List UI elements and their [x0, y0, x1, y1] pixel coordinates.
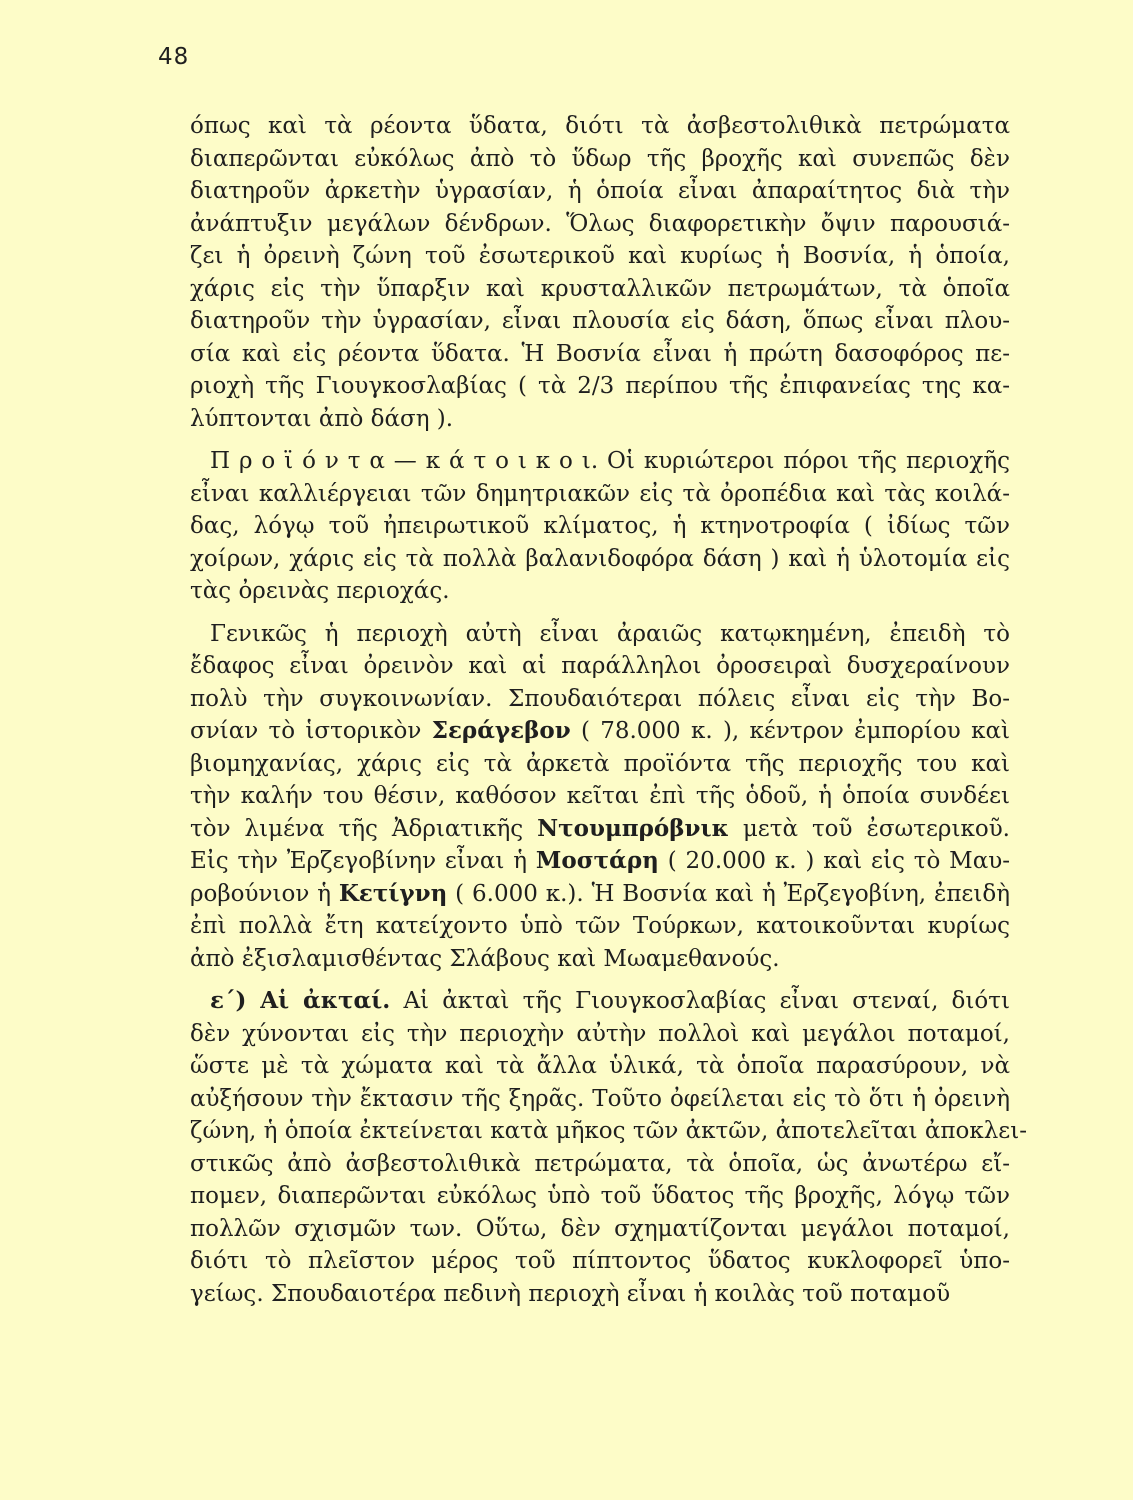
text-run: ἀπὸ ἐξισλαμισθέντας Σλάβους καὶ Μωαμεθανούς.: [190, 945, 780, 972]
text-line: [190, 445, 1010, 478]
text-run: γείως. Σπουδαιοτέρα πεδινὴ περιοχὴ εἶναι ἡ κοιλὰς τοῦ ποταμοῦ: [190, 1280, 951, 1307]
text-line: [190, 143, 1010, 176]
text-run: ὥστε μὲ τὰ χώματα καὶ τὰ ἄλλα ὑλικά, τὰ ὁποῖα παρασύρουν, νὰ: [190, 1053, 1010, 1079]
text-run: σία καὶ εἰς ρέοντα ὕδατα. Ἡ Βοσνία εἶναι ἡ πρώτη δασοφόρος πε-: [190, 340, 1010, 367]
paragraph: [190, 110, 1010, 435]
bold-term: Ντουμπρόβνικ: [537, 814, 729, 842]
paragraph: [190, 618, 1010, 976]
text-run: χάρις εἰς τὴν ὕπαρξιν καὶ κρυσταλλικῶν πετρωμάτων, τὰ ὁποῖα: [190, 275, 1010, 302]
text-line: [190, 273, 1010, 306]
text-line: [190, 813, 1010, 846]
text-run: διατηροῦν τὴν ὑγρασίαν, εἶναι πλουσία εἰς δάση, ὅπως εἶναι πλου-: [190, 308, 1010, 334]
text-run: Εἰς τὴν Ἐρζεγοβίνην εἶναι ἡ: [190, 848, 536, 874]
text-run: ριοχὴ τῆς Γιουγκοσλαβίας ( τὰ 2/3 περίπου τῆς ἐπιφανείας της κα-: [190, 373, 1010, 399]
text-line: [190, 478, 1010, 511]
text-line: [190, 1213, 1010, 1246]
bold-term: Σεράγεβον: [431, 717, 571, 744]
text-run: δας, λόγῳ τοῦ ἠπειρωτικοῦ κλίματος, ἡ κτηνοτροφία ( ἰδίως τῶν: [190, 513, 1010, 539]
text-line: [190, 618, 1010, 651]
text-run: εἶναι καλλιέργειαι τῶν δημητριακῶν εἰς τὰ ὀροπέδια καὶ τὰς κοιλά-: [190, 480, 1010, 507]
text-line: [190, 175, 1010, 208]
text-run: ζώνη, ἡ ὁποία ἐκτείνεται κατὰ μῆκος τῶν ἀκτῶν, ἀποτελεῖται ἀποκλει-: [190, 1118, 1027, 1144]
text-run: όπως καὶ τὰ ρέοντα ὕδατα, διότι τὰ ἀσβεστολιθικὰ πετρώματα: [190, 113, 1010, 139]
text-line: [190, 305, 1010, 338]
text-line: [190, 780, 1010, 813]
text-line: [190, 683, 1010, 716]
text-line: [190, 1180, 1010, 1213]
text-line: [190, 403, 1010, 436]
text-run: διατηροῦν ἀρκετὴν ὑγρασίαν, ἡ ὁποία εἶναι ἀπαραίτητος διὰ τὴν: [190, 178, 1010, 204]
text-line: [190, 748, 1010, 781]
text-line: [190, 575, 1010, 608]
text-line: [190, 1083, 1010, 1116]
text-line: [190, 240, 1010, 273]
text-run: ἐπὶ πολλὰ ἔτη κατείχοντο ὑπὸ τῶν Τούρκων, κατοικοῦνται κυρίως: [190, 913, 1010, 939]
text-line: [190, 1148, 1010, 1181]
page-number: 48: [158, 44, 190, 70]
text-run: ἀνάπτυξιν μεγάλων δένδρων. Ὅλως διαφορετικὴν ὄψιν παρουσιά-: [190, 210, 1010, 237]
text-line: [190, 1278, 1010, 1311]
paragraph: [190, 445, 1010, 608]
text-run: Γενικῶς ἡ περιοχὴ αὐτὴ εἶναι ἀραιῶς κατῳκημένη, ἐπειδὴ τὸ: [210, 620, 1010, 647]
text-run: σνίαν τὸ ἱστορικὸν: [190, 718, 432, 744]
text-run: πολὺ τὴν συγκοινωνίαν. Σπουδαιότεραι πόλεις εἶναι εἰς τὴν Βο-: [190, 685, 1010, 712]
text-run: στικῶς ἀπὸ ἀσβεστολιθικὰ πετρώματα, τὰ ὁποῖα, ὡς ἀνωτέρω εἴ-: [190, 1150, 1010, 1177]
text-line: [190, 1018, 1010, 1051]
text-line: [190, 910, 1010, 943]
text-run: ( 78.000 κ. ), κέντρον ἐμπορίου καὶ: [570, 718, 1010, 744]
text-run: ( 6.000 κ.). Ἡ Βοσνία καὶ ἡ Ἐρζεγοβίνη, ἐπειδὴ: [447, 880, 1010, 907]
text-run: χοίρων, χάρις εἰς τὰ πολλὰ βαλανιδοφόρα δάση ) καὶ ἡ ὑλοτομία εἰς: [190, 545, 1010, 572]
paragraph: [190, 985, 1027, 1310]
bold-term: ε΄) Αἱ ἀκταί.: [210, 987, 391, 1014]
bold-term: Κετίγνη: [338, 879, 448, 907]
text-run: πομεν, διαπερῶνται εὐκόλως ὑπὸ τοῦ ὕδατος τῆς βροχῆς, λόγῳ τῶν: [190, 1183, 1010, 1209]
text-line: [190, 878, 1010, 911]
text-run: λύπτονται ἀπὸ δάση ).: [190, 405, 454, 432]
text-line: [190, 1050, 1010, 1083]
text-line: [190, 510, 1010, 543]
text-run: διότι τὸ πλεῖστον μέρος τοῦ πίπτοντος ὕδατος κυκλοφορεῖ ὑπο-: [190, 1248, 1010, 1274]
text-run: τὴν καλήν του θέσιν, καθόσον κεῖται ἐπὶ τῆς ὁδοῦ, ἡ ὁποία συνδέει: [190, 783, 1010, 809]
text-run: Αἱ ἀκταὶ τῆς Γιουγκοσλαβίας εἶναι στεναί, διότι: [390, 988, 1010, 1014]
text-run: Π ρ ο ϊ ό ν τ α — κ ά τ ο ι κ ο ι. Οἱ κυριώτεροι πόροι τῆς περιοχῆς: [210, 448, 1010, 474]
body-text: [190, 110, 1027, 1310]
text-line: [190, 650, 1010, 683]
bold-term: Μοστάρη: [535, 847, 659, 874]
text-run: ἔδαφος εἶναι ὀρεινὸν καὶ αἱ παράλληλοι ὀροσειραὶ δυσχεραίνουν: [190, 653, 1010, 679]
text-run: ροβούνιον ἡ: [190, 880, 339, 907]
text-line: [190, 110, 1010, 143]
text-run: δὲν χύνονται εἰς τὴν περιοχὴν αὐτὴν πολλοὶ καὶ μεγάλοι ποταμοί,: [190, 1020, 1010, 1047]
text-line: [190, 1115, 1027, 1148]
text-line: [190, 943, 1010, 976]
text-run: τὸν λιμένα τῆς Ἀδριατικῆς: [190, 815, 538, 842]
text-line: [190, 715, 1010, 748]
text-line: [190, 208, 1010, 241]
text-line: [190, 985, 1010, 1018]
text-run: πολλῶν σχισμῶν των. Οὕτω, δὲν σχηματίζονται μεγάλοι ποταμοί,: [190, 1215, 1010, 1242]
text-line: [190, 845, 1010, 878]
text-run: ζει ἡ ὀρεινὴ ζώνη τοῦ ἐσωτερικοῦ καὶ κυρίως ἡ Βοσνία, ἡ ὁποία,: [190, 243, 1010, 269]
text-line: [190, 338, 1010, 371]
text-line: [190, 1245, 1010, 1278]
text-run: μετὰ τοῦ ἐσωτερικοῦ.: [728, 815, 1010, 842]
text-run: βιομηχανίας, χάρις εἰς τὰ ἀρκετὰ προϊόντα τῆς περιοχῆς του καὶ: [190, 750, 1010, 777]
text-run: αὐξήσουν τὴν ἔκτασιν τῆς ξηρᾶς. Τοῦτο ὀφείλεται εἰς τὸ ὅτι ἡ ὀρεινὴ: [190, 1085, 1010, 1112]
text-run: ( 20.000 κ. ) καὶ εἰς τὸ Μαυ-: [658, 848, 1010, 874]
text-line: [190, 543, 1010, 576]
text-line: [190, 370, 1010, 403]
text-run: τὰς ὀρεινὰς περιοχάς.: [190, 578, 450, 604]
text-run: διαπερῶνται εὐκόλως ἀπὸ τὸ ὕδωρ τῆς βροχῆς καὶ συνεπῶς δὲν: [190, 145, 1010, 172]
